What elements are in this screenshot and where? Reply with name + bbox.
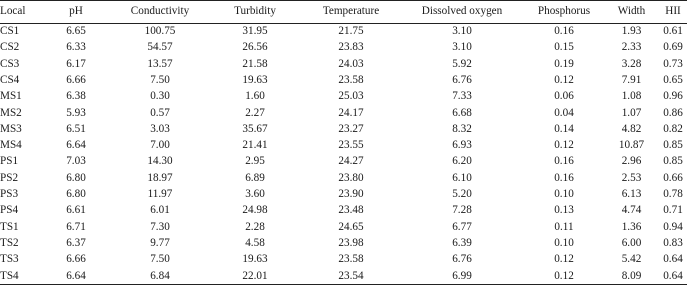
table-row <box>0 138 687 154</box>
cell-conductivity: 7.00 <box>150 139 170 152</box>
cell-width: 5.42 <box>621 253 642 266</box>
cell-ph: 5.93 <box>66 106 86 119</box>
table-row <box>0 40 687 56</box>
cell-dissolved-oxygen: 6.76 <box>452 73 472 86</box>
cell-dissolved-oxygen: 8.32 <box>452 122 472 135</box>
cell-dissolved-oxygen: 6.10 <box>452 171 472 184</box>
cell-temperature: 23.48 <box>338 204 364 217</box>
cell-phosphorus: 0.16 <box>554 155 574 168</box>
cell-conductivity: 54.57 <box>147 41 173 54</box>
cell-temperature: 23.90 <box>338 188 364 201</box>
cell-hii: 0.78 <box>663 188 683 201</box>
cell-conductivity: 100.75 <box>144 25 176 38</box>
cell-phosphorus: 0.12 <box>554 73 574 86</box>
cell-width: 4.74 <box>621 204 642 217</box>
cell-turbidity: 4.58 <box>245 236 265 249</box>
table-row <box>0 56 687 72</box>
cell-ph: 6.64 <box>66 269 86 282</box>
cell-width: 1.93 <box>621 25 642 38</box>
cell-temperature: 23.58 <box>338 253 364 266</box>
cell-phosphorus: 0.06 <box>554 90 574 103</box>
column-header-width: Width <box>617 5 646 18</box>
cell-local: TS3 <box>0 253 19 266</box>
cell-turbidity: 31.95 <box>242 25 268 38</box>
cell-turbidity: 21.41 <box>242 139 268 152</box>
cell-conductivity: 13.57 <box>147 57 173 70</box>
cell-temperature: 24.27 <box>338 155 364 168</box>
cell-hii: 0.83 <box>663 236 683 249</box>
cell-width: 6.00 <box>621 236 642 249</box>
cell-local: CS2 <box>0 41 20 54</box>
cell-dissolved-oxygen: 7.33 <box>452 90 472 103</box>
cell-temperature: 21.75 <box>338 25 364 38</box>
cell-phosphorus: 0.19 <box>554 57 574 70</box>
cell-hii: 0.66 <box>663 171 683 184</box>
cell-ph: 6.80 <box>66 171 86 184</box>
column-header-phosphorus: Phosphorus <box>537 5 591 18</box>
cell-turbidity: 26.56 <box>242 41 268 54</box>
cell-local: PS1 <box>0 155 19 168</box>
cell-hii: 0.82 <box>663 122 683 135</box>
cell-turbidity: 3.60 <box>245 188 265 201</box>
cell-turbidity: 19.63 <box>242 253 268 266</box>
cell-dissolved-oxygen: 3.10 <box>452 41 472 54</box>
cell-ph: 6.38 <box>66 90 86 103</box>
table-row <box>0 89 687 105</box>
cell-phosphorus: 0.16 <box>554 25 574 38</box>
cell-local: TS1 <box>0 220 19 233</box>
cell-ph: 6.37 <box>66 236 86 249</box>
cell-temperature: 25.03 <box>338 90 364 103</box>
cell-local: PS4 <box>0 204 19 217</box>
cell-phosphorus: 0.12 <box>554 253 574 266</box>
cell-conductivity: 3.03 <box>150 122 170 135</box>
cell-hii: 0.96 <box>663 90 683 103</box>
cell-phosphorus: 0.14 <box>554 122 574 135</box>
cell-hii: 0.65 <box>663 73 683 86</box>
cell-temperature: 24.03 <box>338 57 364 70</box>
cell-width: 1.08 <box>621 90 642 103</box>
column-header-ph: pH <box>69 5 83 18</box>
cell-local: MS4 <box>0 139 22 152</box>
cell-temperature: 24.65 <box>338 220 364 233</box>
cell-turbidity: 1.60 <box>245 90 265 103</box>
cell-ph: 6.61 <box>66 204 86 217</box>
cell-width: 2.96 <box>621 155 642 168</box>
cell-width: 10.87 <box>618 139 645 152</box>
cell-dissolved-oxygen: 6.77 <box>452 220 472 233</box>
cell-local: PS3 <box>0 188 19 201</box>
table-row <box>0 186 687 202</box>
table-row <box>0 235 687 251</box>
cell-temperature: 23.98 <box>338 236 364 249</box>
cell-width: 1.36 <box>621 220 642 233</box>
cell-conductivity: 6.01 <box>150 204 170 217</box>
cell-width: 6.13 <box>621 188 642 201</box>
table-row <box>0 72 687 88</box>
cell-conductivity: 6.84 <box>150 269 170 282</box>
cell-phosphorus: 0.12 <box>554 269 574 282</box>
cell-conductivity: 0.30 <box>150 90 170 103</box>
cell-dissolved-oxygen: 6.20 <box>452 155 472 168</box>
cell-hii: 0.71 <box>663 204 683 217</box>
column-header-hii: HII <box>665 5 681 18</box>
cell-conductivity: 11.97 <box>147 188 173 201</box>
cell-hii: 0.69 <box>663 41 683 54</box>
table-row <box>0 105 687 121</box>
cell-width: 2.33 <box>621 41 642 54</box>
column-header-dissolved-oxygen: Dissolved oxygen <box>421 5 503 18</box>
cell-temperature: 23.54 <box>338 269 364 282</box>
cell-conductivity: 18.97 <box>147 171 173 184</box>
cell-width: 4.82 <box>621 122 642 135</box>
cell-hii: 0.61 <box>663 25 683 38</box>
cell-turbidity: 21.58 <box>242 57 268 70</box>
cell-turbidity: 35.67 <box>242 122 268 135</box>
cell-hii: 0.86 <box>663 106 683 119</box>
cell-conductivity: 14.30 <box>147 155 173 168</box>
cell-width: 7.91 <box>621 73 642 86</box>
table-row <box>0 252 687 268</box>
cell-ph: 6.17 <box>66 57 86 70</box>
table-row <box>0 219 687 235</box>
cell-phosphorus: 0.10 <box>554 236 574 249</box>
cell-turbidity: 2.27 <box>245 106 265 119</box>
table-row <box>0 121 687 137</box>
cell-local: MS3 <box>0 122 22 135</box>
cell-temperature: 23.55 <box>338 139 364 152</box>
cell-phosphorus: 0.10 <box>554 188 574 201</box>
table-row <box>0 154 687 170</box>
cell-hii: 0.64 <box>663 269 683 282</box>
cell-local: TS2 <box>0 236 19 249</box>
cell-width: 3.28 <box>621 57 642 70</box>
cell-hii: 0.85 <box>663 139 683 152</box>
table-body <box>0 24 687 285</box>
cell-turbidity: 22.01 <box>242 269 268 282</box>
cell-ph: 7.03 <box>66 155 86 168</box>
cell-dissolved-oxygen: 6.39 <box>452 236 472 249</box>
table-header-row <box>0 1 687 24</box>
cell-ph: 6.64 <box>66 139 86 152</box>
cell-temperature: 23.27 <box>338 122 364 135</box>
table-row <box>0 203 687 219</box>
cell-dissolved-oxygen: 3.10 <box>452 25 472 38</box>
cell-local: PS2 <box>0 171 19 184</box>
cell-turbidity: 2.28 <box>245 220 265 233</box>
column-header-temperature: Temperature <box>322 5 380 18</box>
cell-phosphorus: 0.15 <box>554 41 574 54</box>
cell-width: 2.53 <box>621 171 642 184</box>
cell-turbidity: 24.98 <box>242 204 268 217</box>
cell-dissolved-oxygen: 7.28 <box>452 204 472 217</box>
table-row <box>0 24 687 40</box>
cell-phosphorus: 0.16 <box>554 171 574 184</box>
cell-local: MS1 <box>0 90 22 103</box>
column-header-local: Local <box>0 5 26 18</box>
cell-temperature: 23.83 <box>338 41 364 54</box>
cell-phosphorus: 0.13 <box>554 204 574 217</box>
cell-conductivity: 9.77 <box>150 236 170 249</box>
cell-local: MS2 <box>0 106 22 119</box>
cell-dissolved-oxygen: 6.93 <box>452 139 472 152</box>
table-row <box>0 170 687 186</box>
cell-width: 1.07 <box>621 106 642 119</box>
cell-width: 8.09 <box>621 269 642 282</box>
table-row <box>0 268 687 285</box>
cell-turbidity: 19.63 <box>242 73 268 86</box>
cell-turbidity: 2.95 <box>245 155 265 168</box>
cell-ph: 6.51 <box>66 122 86 135</box>
cell-dissolved-oxygen: 6.76 <box>452 253 472 266</box>
cell-conductivity: 7.50 <box>150 73 170 86</box>
cell-hii: 0.85 <box>663 155 683 168</box>
cell-conductivity: 7.30 <box>150 220 170 233</box>
cell-temperature: 24.17 <box>338 106 364 119</box>
cell-dissolved-oxygen: 6.99 <box>452 269 472 282</box>
cell-ph: 6.33 <box>66 41 86 54</box>
cell-local: CS1 <box>0 25 20 38</box>
column-header-conductivity: Conductivity <box>130 5 190 18</box>
cell-conductivity: 0.57 <box>150 106 170 119</box>
cell-ph: 6.71 <box>66 220 86 233</box>
cell-phosphorus: 0.12 <box>554 139 574 152</box>
cell-turbidity: 6.89 <box>245 171 265 184</box>
cell-hii: 0.73 <box>663 57 683 70</box>
cell-conductivity: 7.50 <box>150 253 170 266</box>
cell-ph: 6.65 <box>66 25 86 38</box>
cell-ph: 6.80 <box>66 188 86 201</box>
cell-hii: 0.94 <box>663 220 683 233</box>
cell-temperature: 23.80 <box>338 171 364 184</box>
cell-hii: 0.64 <box>663 253 683 266</box>
cell-temperature: 23.58 <box>338 73 364 86</box>
cell-phosphorus: 0.04 <box>554 106 574 119</box>
cell-local: TS4 <box>0 269 19 282</box>
cell-phosphorus: 0.11 <box>554 220 574 233</box>
cell-ph: 6.66 <box>66 73 86 86</box>
cell-dissolved-oxygen: 6.68 <box>452 106 472 119</box>
cell-dissolved-oxygen: 5.92 <box>452 57 472 70</box>
cell-dissolved-oxygen: 5.20 <box>452 188 472 201</box>
cell-local: CS3 <box>0 57 20 70</box>
cell-local: CS4 <box>0 73 20 86</box>
column-header-turbidity: Turbidity <box>234 5 276 18</box>
cell-ph: 6.66 <box>66 253 86 266</box>
